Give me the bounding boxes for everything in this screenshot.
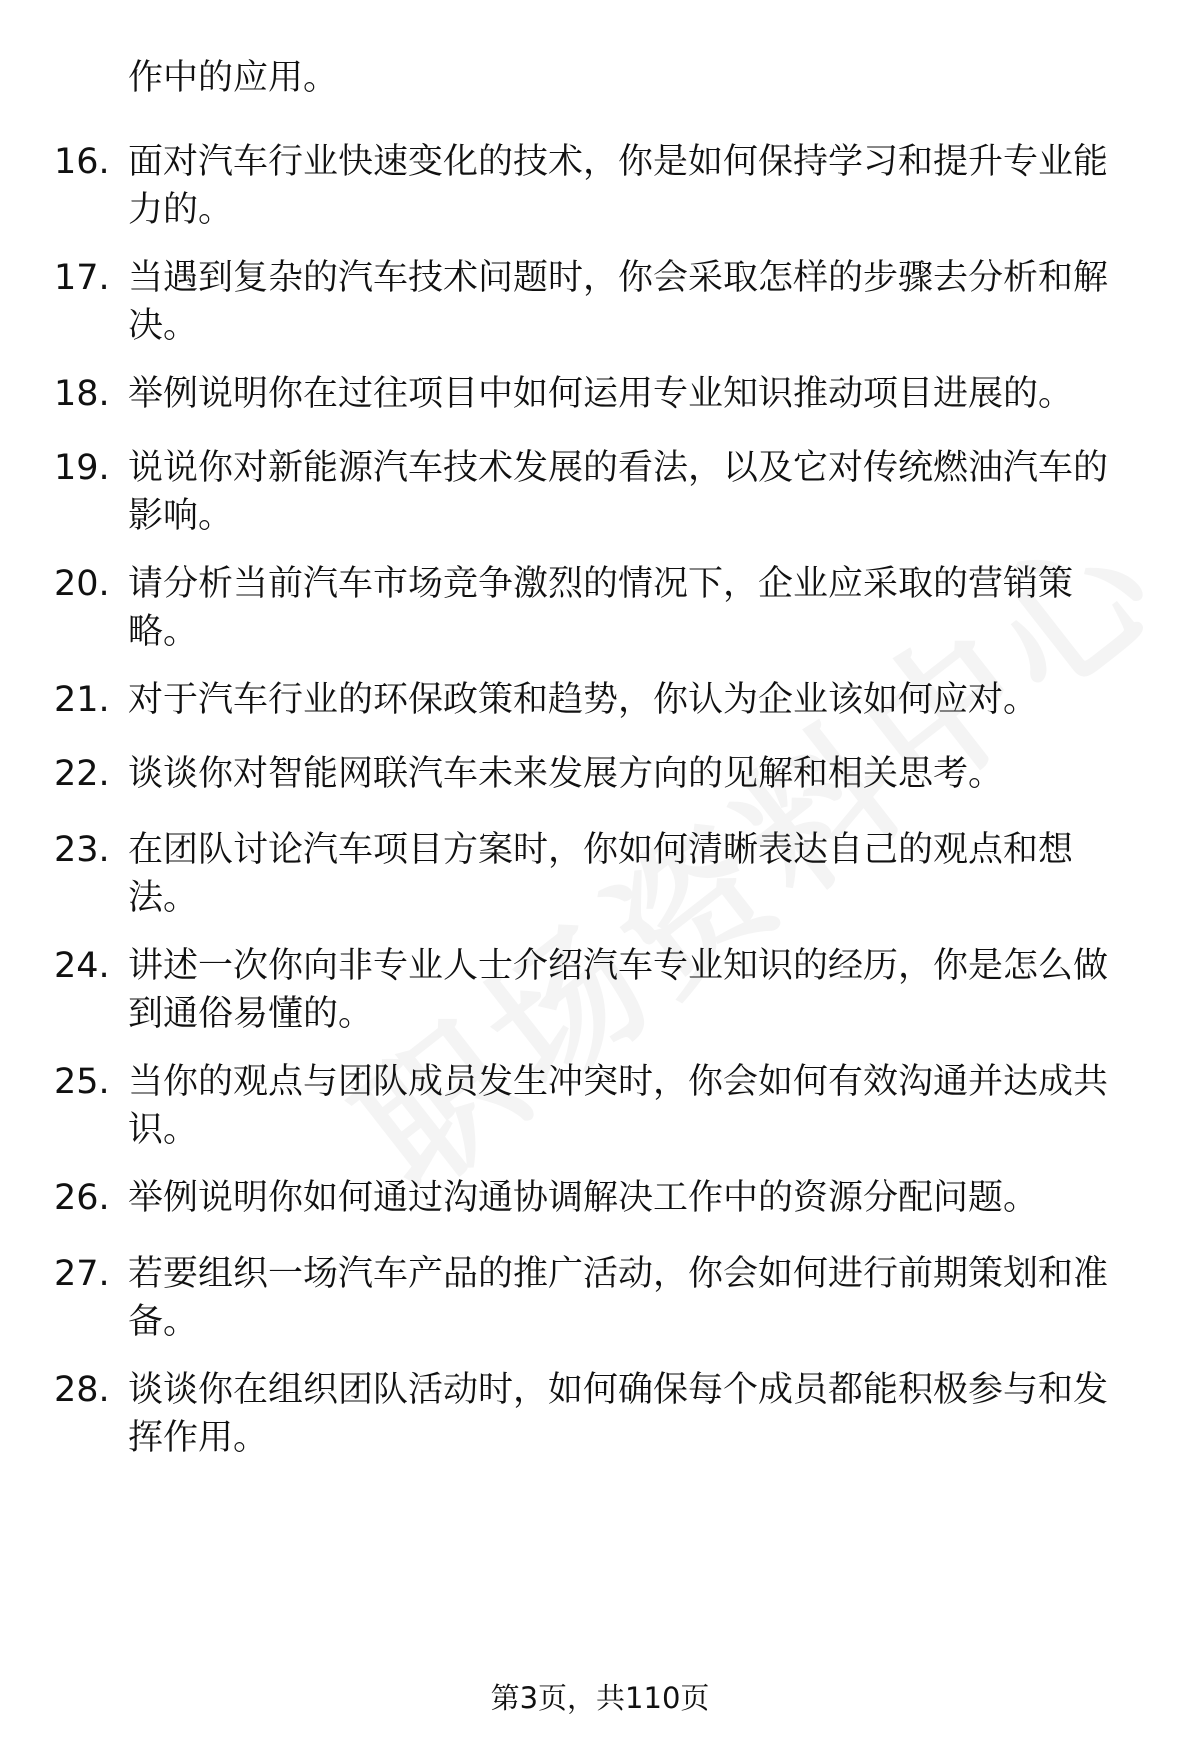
- continued-question-text: 作中的应用。: [128, 58, 339, 98]
- question-text-line: 法。: [128, 878, 199, 918]
- question-text-line: 举例说明你在过往项目中如何运用专业知识推动项目进展的。: [128, 374, 1074, 414]
- question-number: 25.: [54, 1062, 110, 1102]
- question-text-line: 当你的观点与团队成员发生冲突时，你会如何有效沟通并达成共: [128, 1062, 1109, 1102]
- question-text-line: 挥作用。: [128, 1418, 269, 1458]
- question-text: [128, 138, 1138, 234]
- question-text-line: 当遇到复杂的汽车技术问题时，你会采取怎样的步骤去分析和解: [128, 258, 1109, 298]
- question-number: 21.: [54, 680, 110, 720]
- question-number: 18.: [54, 374, 110, 414]
- question-text-line: 到通俗易懂的。: [128, 994, 374, 1034]
- question-text-line: 略。: [128, 612, 199, 652]
- question-text-line: 备。: [128, 1302, 199, 1342]
- question-text-line: 说说你对新能源汽车技术发展的看法，以及它对传统燃油汽车的: [128, 448, 1109, 488]
- question-text-line: 讲述一次你向非专业人士介绍汽车专业知识的经历，你是怎么做: [128, 946, 1109, 986]
- question-text: [128, 1250, 1138, 1346]
- question-text: [128, 826, 1138, 922]
- question-text-line: 请分析当前汽车市场竞争激烈的情况下，企业应采取的营销策: [128, 564, 1074, 604]
- question-number: 28.: [54, 1370, 110, 1410]
- question-number: 26.: [54, 1178, 110, 1218]
- question-text: [128, 750, 1138, 798]
- question-text-line: 举例说明你如何通过沟通协调解决工作中的资源分配问题。: [128, 1178, 1039, 1218]
- question-text-line: 识。: [128, 1110, 199, 1150]
- question-number: 19.: [54, 448, 110, 488]
- question-number: 17.: [54, 258, 110, 298]
- question-number: 23.: [54, 830, 110, 870]
- question-number: 16.: [54, 142, 110, 182]
- question-text-line: 力的。: [128, 190, 234, 230]
- question-text: [128, 1058, 1138, 1154]
- question-number: 27.: [54, 1254, 110, 1294]
- question-text: [128, 560, 1138, 656]
- question-text-line: 面对汽车行业快速变化的技术，你是如何保持学习和提升专业能: [128, 142, 1109, 182]
- question-number: 20.: [54, 564, 110, 604]
- page-footer: 第3页，共110页: [490, 1681, 710, 1715]
- question-text-line: 在团队讨论汽车项目方案时，你如何清晰表达自己的观点和想: [128, 830, 1074, 870]
- question-text: [128, 1174, 1138, 1222]
- question-text: [128, 370, 1138, 418]
- question-number: 22.: [54, 754, 110, 794]
- question-text-line: 若要组织一场汽车产品的推广活动，你会如何进行前期策划和准: [128, 1254, 1109, 1294]
- question-text-line: 决。: [128, 306, 199, 346]
- question-text: [128, 676, 1138, 724]
- question-text-line: 谈谈你在组织团队活动时，如何确保每个成员都能积极参与和发: [128, 1370, 1109, 1410]
- question-text: [128, 942, 1138, 1038]
- question-text-line: 谈谈你对智能网联汽车未来发展方向的见解和相关思考。: [128, 754, 1004, 794]
- question-text-line: 对于汽车行业的环保政策和趋势，你认为企业该如何应对。: [128, 680, 1039, 720]
- question-text-line: 影响。: [128, 496, 234, 536]
- question-text: [128, 1366, 1138, 1462]
- question-number: 24.: [54, 946, 110, 986]
- question-text: [128, 254, 1138, 350]
- question-text: [128, 444, 1138, 540]
